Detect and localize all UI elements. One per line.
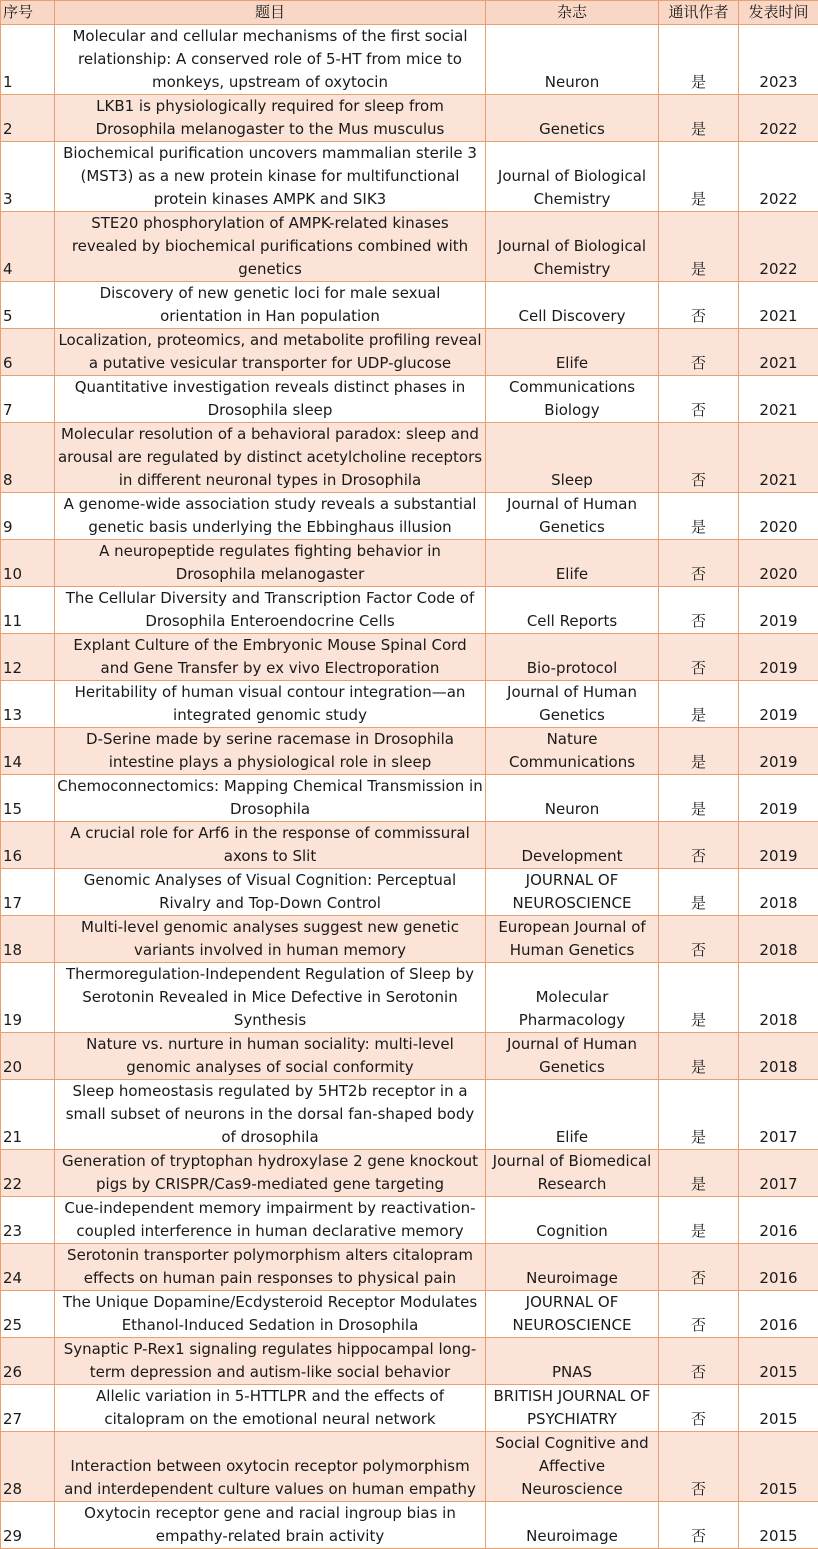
row-publish-year: 2022 [739,95,818,142]
row-index: 21 [1,1080,55,1150]
row-index: 9 [1,493,55,540]
row-title: Allelic variation in 5-HTTLPR and the effects of citalopram on the emotional neural network [55,1385,486,1432]
table-row [1,728,818,775]
row-corresponding-author: 是 [659,728,739,775]
row-index: 13 [1,681,55,728]
row-journal: BRITISH JOURNAL OF PSYCHIATRY [486,1385,659,1432]
row-title: Cue-independent memory impairment by reactivation-coupled interference in human declarative memory [55,1197,486,1244]
table-row [1,329,818,376]
row-corresponding-author: 是 [659,1150,739,1197]
row-corresponding-author: 否 [659,1291,739,1338]
row-corresponding-author: 是 [659,1033,739,1080]
row-journal: Neuron [486,25,659,95]
row-journal: Development [486,822,659,869]
row-title: Biochemical purification uncovers mammalian sterile 3 (MST3) as a new protein kinase for multifunctional protein kinases AMPK and SIK3 [55,142,486,212]
row-journal: Elife [486,540,659,587]
row-index: 8 [1,423,55,493]
row-corresponding-author: 否 [659,329,739,376]
row-journal: European Journal of Human Genetics [486,916,659,963]
row-index: 17 [1,869,55,916]
row-journal: Cognition [486,1197,659,1244]
row-journal: Molecular Pharmacology [486,963,659,1033]
row-index: 28 [1,1432,55,1502]
table-row [1,1244,818,1291]
row-publish-year: 2021 [739,423,818,493]
table-row [1,282,818,329]
row-title: A genome-wide association study reveals a substantial genetic basis underlying the Ebbinghaus illusion [55,493,486,540]
row-corresponding-author: 是 [659,681,739,728]
row-publish-year: 2023 [739,25,818,95]
row-title: Molecular resolution of a behavioral paradox: sleep and arousal are regulated by distinct acetylcholine receptors in different neuronal types in Drosophila [55,423,486,493]
row-corresponding-author: 否 [659,540,739,587]
table-row [1,376,818,423]
row-title: LKB1 is physiologically required for sleep from Drosophila melanogaster to the Mus musculus [55,95,486,142]
table-row [1,493,818,540]
row-title: Molecular and cellular mechanisms of the first social relationship: A conserved role of 5-HT from mice to monkeys, upstream of oxytocin [55,25,486,95]
row-corresponding-author: 是 [659,493,739,540]
row-journal: Genetics [486,95,659,142]
row-publish-year: 2017 [739,1080,818,1150]
row-index: 4 [1,212,55,282]
row-publish-year: 2021 [739,329,818,376]
row-journal: Neuroimage [486,1502,659,1549]
row-journal: Cell Reports [486,587,659,634]
row-publish-year: 2016 [739,1244,818,1291]
table-row [1,1291,818,1338]
row-corresponding-author: 是 [659,775,739,822]
row-title: The Unique Dopamine/Ecdysteroid Receptor Modulates Ethanol-Induced Sedation in Drosophila [55,1291,486,1338]
row-title: The Cellular Diversity and Transcription Factor Code of Drosophila Enteroendocrine Cells [55,587,486,634]
header-publish-year: 发表时间 [739,1,818,25]
table-row [1,1080,818,1150]
header-title: 题目 [55,1,486,25]
row-publish-year: 2015 [739,1385,818,1432]
row-journal: Journal of Biological Chemistry [486,142,659,212]
row-corresponding-author: 是 [659,1197,739,1244]
table-row [1,916,818,963]
row-journal: Neuron [486,775,659,822]
row-index: 23 [1,1197,55,1244]
row-title: Thermoregulation-Independent Regulation of Sleep by Serotonin Revealed in Mice Defective in Serotonin Synthesis [55,963,486,1033]
row-publish-year: 2016 [739,1291,818,1338]
row-journal: Elife [486,1080,659,1150]
row-title: Genomic Analyses of Visual Cognition: Perceptual Rivalry and Top-Down Control [55,869,486,916]
row-title: Chemoconnectomics: Mapping Chemical Transmission in Drosophila [55,775,486,822]
row-publish-year: 2019 [739,634,818,681]
row-corresponding-author: 否 [659,376,739,423]
row-journal: PNAS [486,1338,659,1385]
table-row [1,963,818,1033]
table-row [1,634,818,681]
row-journal: Elife [486,329,659,376]
row-title: Heritability of human visual contour integration—an integrated genomic study [55,681,486,728]
row-publish-year: 2018 [739,963,818,1033]
row-title: Quantitative investigation reveals distinct phases in Drosophila sleep [55,376,486,423]
row-index: 14 [1,728,55,775]
table-row [1,1033,818,1080]
row-journal: Nature Communications [486,728,659,775]
row-publish-year: 2019 [739,587,818,634]
table-row [1,869,818,916]
table-row [1,587,818,634]
table-row [1,1150,818,1197]
row-corresponding-author: 否 [659,1338,739,1385]
row-corresponding-author: 否 [659,1502,739,1549]
table-row [1,25,818,95]
header-corresponding-author: 通讯作者 [659,1,739,25]
row-index: 19 [1,963,55,1033]
row-publish-year: 2021 [739,282,818,329]
row-journal: Journal of Human Genetics [486,1033,659,1080]
row-corresponding-author: 否 [659,1244,739,1291]
row-journal: Neuroimage [486,1244,659,1291]
row-publish-year: 2018 [739,1033,818,1080]
row-corresponding-author: 是 [659,212,739,282]
row-publish-year: 2018 [739,869,818,916]
row-title: Oxytocin receptor gene and racial ingroup bias in empathy-related brain activity [55,1502,486,1549]
row-publish-year: 2019 [739,775,818,822]
row-index: 18 [1,916,55,963]
row-publish-year: 2022 [739,142,818,212]
row-title: Synaptic P-Rex1 signaling regulates hippocampal long-term depression and autism-like social behavior [55,1338,486,1385]
row-corresponding-author: 否 [659,1385,739,1432]
table-row [1,681,818,728]
row-journal: Communications Biology [486,376,659,423]
row-corresponding-author: 否 [659,822,739,869]
table-row [1,540,818,587]
row-corresponding-author: 否 [659,634,739,681]
row-journal: Social Cognitive and Affective Neuroscience [486,1432,659,1502]
row-publish-year: 2015 [739,1502,818,1549]
row-index: 11 [1,587,55,634]
row-title: Nature vs. nurture in human sociality: multi-level genomic analyses of social conformity [55,1033,486,1080]
row-publish-year: 2018 [739,916,818,963]
row-index: 2 [1,95,55,142]
row-index: 22 [1,1150,55,1197]
row-index: 29 [1,1502,55,1549]
row-corresponding-author: 否 [659,587,739,634]
row-index: 1 [1,25,55,95]
row-publish-year: 2019 [739,822,818,869]
row-index: 3 [1,142,55,212]
row-title: Discovery of new genetic loci for male sexual orientation in Han population [55,282,486,329]
row-title: A neuropeptide regulates fighting behavior in Drosophila melanogaster [55,540,486,587]
row-publish-year: 2019 [739,681,818,728]
row-corresponding-author: 是 [659,25,739,95]
header-journal: 杂志 [486,1,659,25]
row-journal: Journal of Human Genetics [486,493,659,540]
row-index: 10 [1,540,55,587]
row-corresponding-author: 否 [659,916,739,963]
row-journal: Sleep [486,423,659,493]
row-index: 26 [1,1338,55,1385]
row-corresponding-author: 是 [659,142,739,212]
row-index: 7 [1,376,55,423]
row-title: Generation of tryptophan hydroxylase 2 gene knockout pigs by CRISPR/Cas9-mediated gene targeting [55,1150,486,1197]
table-row [1,95,818,142]
row-title: Interaction between oxytocin receptor polymorphism and interdependent culture values on human empathy [55,1432,486,1502]
row-title: STE20 phosphorylation of AMPK-related kinases revealed by biochemical purifications combined with genetics [55,212,486,282]
table-row [1,423,818,493]
row-corresponding-author: 否 [659,1432,739,1502]
row-corresponding-author: 否 [659,423,739,493]
row-title: Sleep homeostasis regulated by 5HT2b receptor in a small subset of neurons in the dorsal fan-shaped body of drosophila [55,1080,486,1150]
row-journal: JOURNAL OF NEUROSCIENCE [486,1291,659,1338]
row-index: 25 [1,1291,55,1338]
row-publish-year: 2019 [739,728,818,775]
row-corresponding-author: 是 [659,1080,739,1150]
row-index: 24 [1,1244,55,1291]
row-journal: Bio-protocol [486,634,659,681]
table-row [1,142,818,212]
row-corresponding-author: 是 [659,95,739,142]
table-row [1,775,818,822]
table-row [1,822,818,869]
row-journal: Journal of Human Genetics [486,681,659,728]
row-journal: Journal of Biomedical Research [486,1150,659,1197]
row-publish-year: 2015 [739,1338,818,1385]
row-journal: JOURNAL OF NEUROSCIENCE [486,869,659,916]
row-publish-year: 2017 [739,1150,818,1197]
table-row [1,1502,818,1549]
row-title: A crucial role for Arf6 in the response of commissural axons to Slit [55,822,486,869]
row-publish-year: 2020 [739,493,818,540]
row-corresponding-author: 否 [659,282,739,329]
row-title: Multi-level genomic analyses suggest new genetic variants involved in human memory [55,916,486,963]
header-row [1,1,818,25]
row-index: 5 [1,282,55,329]
table-row [1,1338,818,1385]
row-publish-year: 2015 [739,1432,818,1502]
table-row [1,1385,818,1432]
header-index: 序号 [1,1,55,25]
row-corresponding-author: 是 [659,869,739,916]
table-row [1,212,818,282]
row-publish-year: 2022 [739,212,818,282]
row-title: D-Serine made by serine racemase in Drosophila intestine plays a physiological role in sleep [55,728,486,775]
table-row [1,1432,818,1502]
row-index: 16 [1,822,55,869]
row-publish-year: 2021 [739,376,818,423]
row-title: Explant Culture of the Embryonic Mouse Spinal Cord and Gene Transfer by ex vivo Electroporation [55,634,486,681]
row-index: 15 [1,775,55,822]
row-publish-year: 2016 [739,1197,818,1244]
row-index: 27 [1,1385,55,1432]
row-title: Serotonin transporter polymorphism alters citalopram effects on human pain responses to physical pain [55,1244,486,1291]
row-index: 12 [1,634,55,681]
table-row [1,1197,818,1244]
row-index: 6 [1,329,55,376]
row-index: 20 [1,1033,55,1080]
row-publish-year: 2020 [739,540,818,587]
row-journal: Cell Discovery [486,282,659,329]
row-title: Localization, proteomics, and metabolite profiling reveal a putative vesicular transporter for UDP-glucose [55,329,486,376]
row-corresponding-author: 是 [659,963,739,1033]
row-journal: Journal of Biological Chemistry [486,212,659,282]
